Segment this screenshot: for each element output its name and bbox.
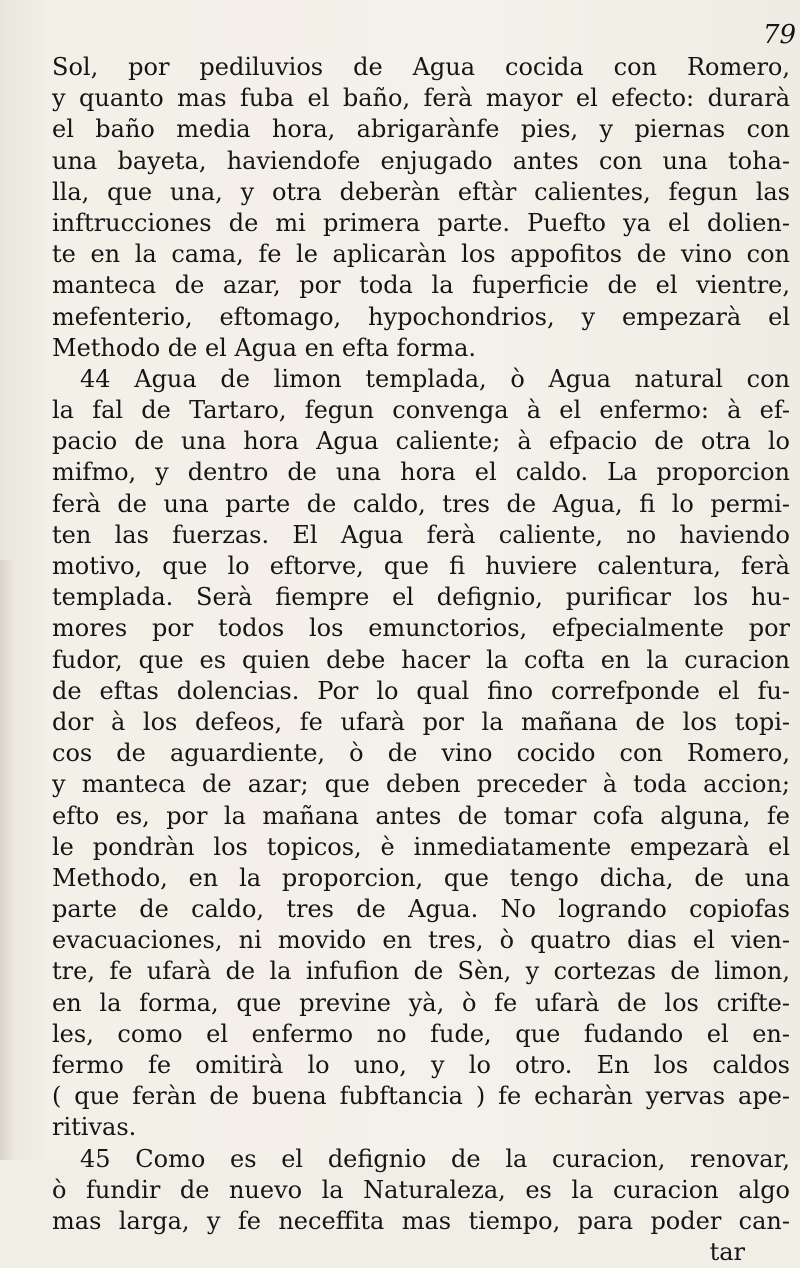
page-number: 79	[763, 20, 797, 50]
text-line: parte de caldo, tres de Agua. No logrando copiofas	[52, 895, 790, 924]
text-line: lla, que una, y otra deberàn eftàr calientes, fegun las	[52, 177, 790, 206]
text-line: mifmo, y dentro de una hora el caldo. La proporcion	[52, 458, 790, 487]
text-line: el baño media hora, abrigarànfe pies, y piernas con	[52, 115, 790, 144]
text-line: motivo, que lo eftorve, que fi huviere calentura, ferà	[52, 552, 790, 580]
text-line: ten las fuerzas. El Agua ferà caliente, no haviendo	[52, 520, 790, 549]
body-text	[52, 52, 790, 1268]
text-line: dor à los defeos, fe ufarà por la mañana de los topi-	[52, 707, 790, 736]
text-line: mas larga, y fe neceffita mas tiempo, para poder can-	[52, 1206, 790, 1235]
text-line: en la forma, que previne yà, ò fe ufarà de los crifte-	[52, 988, 790, 1017]
text-line: pacio de una hora Agua caliente; à efpacio de otra lo	[52, 427, 790, 456]
text-line: la fal de Tartaro, fegun convenga à el enfermo: à ef-	[52, 396, 790, 425]
text-line: de eftas dolencias. Por lo qual fino correfponde el fu-	[52, 676, 790, 705]
text-line: manteca de azar, por toda la fuperficie de el vientre,	[52, 271, 790, 300]
paragraph-start-44: 44 Agua de limon templada, ò Agua natural con	[80, 364, 790, 393]
page-binding-edge	[0, 560, 14, 1160]
text-line: una bayeta, haviendofe enjugado antes con una toha-	[52, 146, 790, 175]
text-line: te en la cama, fe le aplicaràn los appofitos de vino con	[52, 240, 790, 269]
text-line: ò fundir de nuevo la Naturaleza, es la curacion algo	[52, 1175, 790, 1204]
text-line: ferà de una parte de caldo, tres de Agua, fi lo permi-	[52, 489, 790, 518]
text-line: inftrucciones de mi primera parte. Puefto ya el dolien-	[52, 208, 790, 237]
text-line: Sol, por pediluvios de Agua cocida con Romero,	[52, 53, 790, 81]
text-line: Methodo, en la proporcion, que tengo dicha, de una	[52, 863, 790, 892]
text-line: evacuaciones, ni movido en tres, ò quatro dias el vien-	[52, 926, 790, 955]
text-line: ritivas.	[52, 1113, 137, 1142]
text-line: Methodo de el Agua en efta forma.	[52, 333, 477, 362]
text-line: mores por todos los emunctorios, efpecialmente por	[52, 614, 790, 643]
text-line: y manteca de azar; que deben preceder à toda accion;	[52, 770, 790, 799]
text-line: mefenterio, eftomago, hypochondrios, y empezarà el	[52, 302, 790, 331]
text-line: templada. Serà fiempre el defignio, purificar los hu-	[52, 583, 790, 612]
text-line: y quanto mas fuba el baño, ferà mayor el efecto: durarà	[52, 84, 790, 113]
catchword: tar	[709, 1238, 745, 1267]
text-line: les, como el enfermo no fude, que fudando el en-	[52, 1019, 790, 1048]
text-line: tre, fe ufarà de la infufion de Sèn, y cortezas de limon,	[52, 957, 790, 986]
text-line: fudor, que es quien debe hacer la cofta en la curacion	[52, 645, 790, 674]
paragraph-start-45: 45 Como es el defignio de la curacion, renovar,	[80, 1144, 790, 1173]
text-line: ( que feràn de buena fubftancia ) fe echaràn yervas ape-	[52, 1082, 790, 1111]
text-line: le pondràn los topicos, è inmediatamente empezarà el	[52, 832, 790, 861]
text-line: fermo fe omitirà lo uno, y lo otro. En los caldos	[52, 1051, 790, 1079]
text-line: efto es, por la mañana antes de tomar cofa alguna, fe	[52, 801, 790, 830]
text-line: cos de aguardiente, ò de vino cocido con Romero,	[52, 739, 790, 768]
